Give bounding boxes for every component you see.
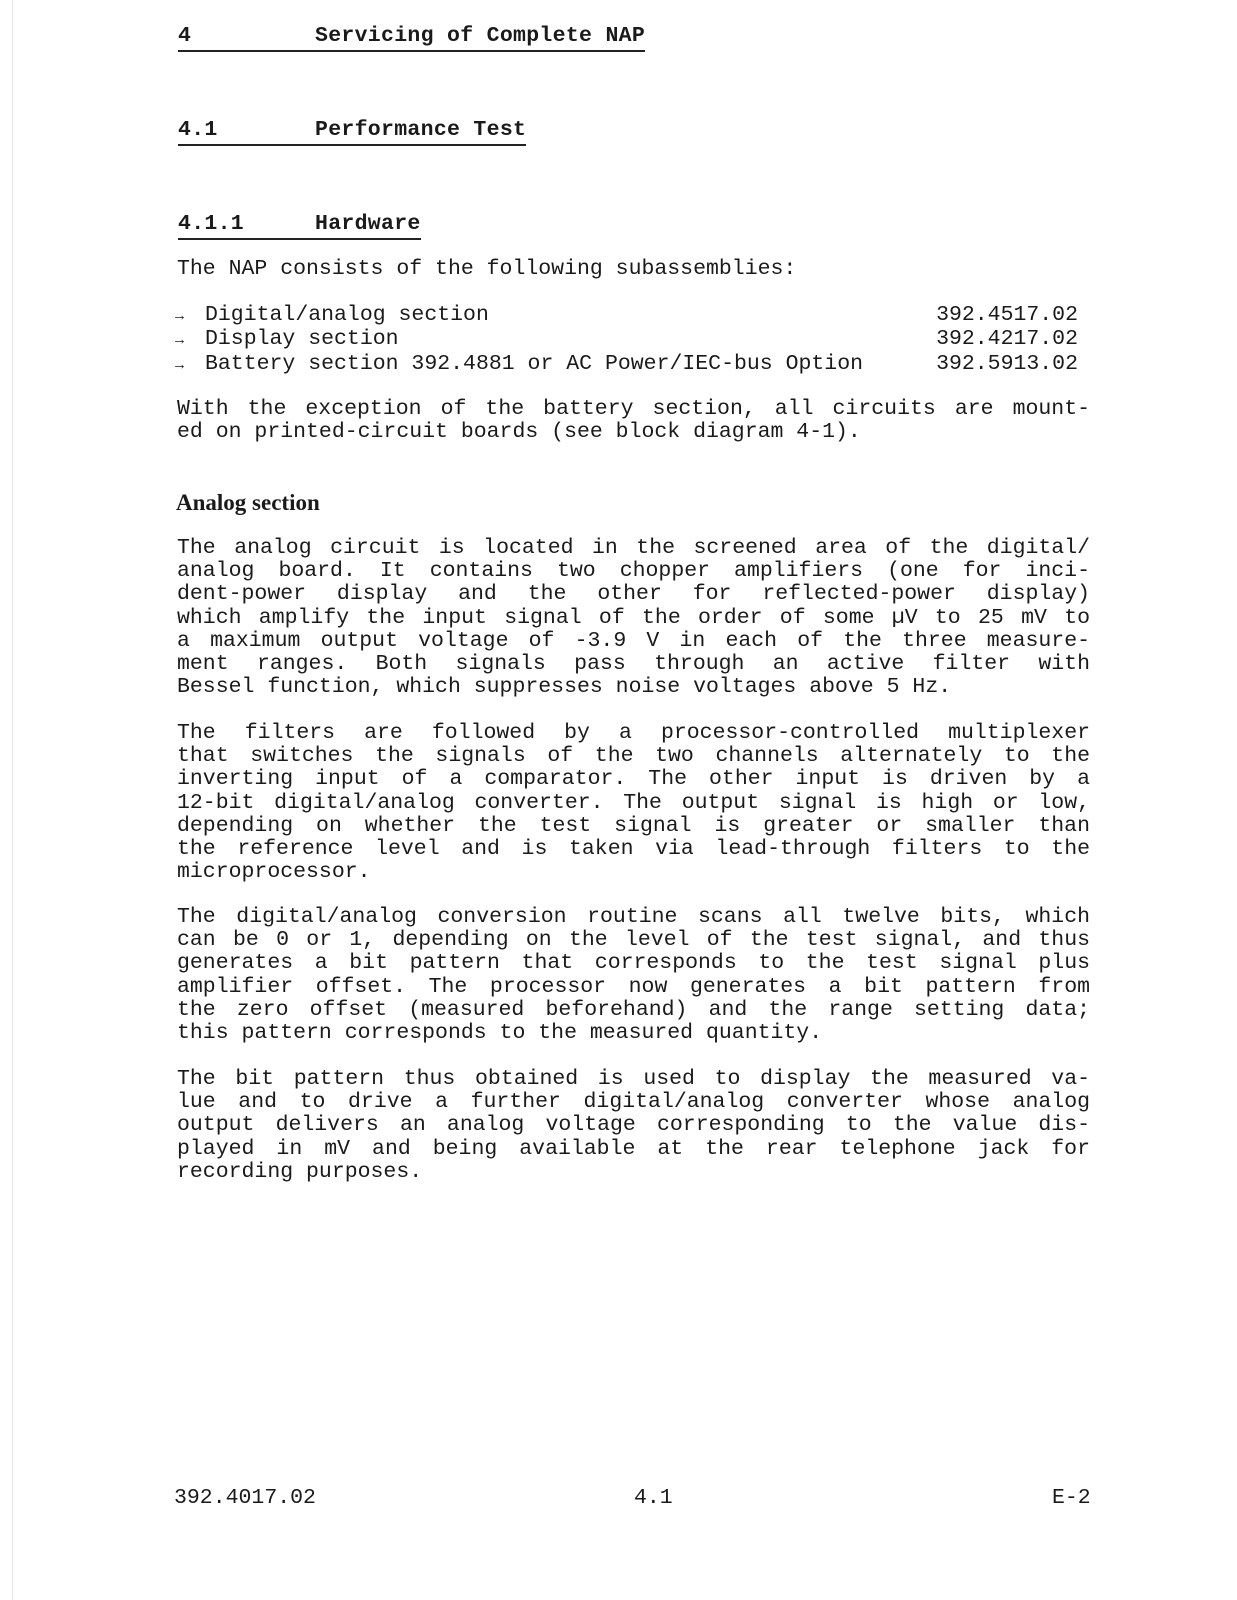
- right-arrow-icon: →: [175, 356, 185, 374]
- text-line: ment ranges. Both signals pass through an active filter with: [177, 652, 1090, 677]
- text-line: the reference level and is taken via lead-through filters to the: [177, 837, 1090, 862]
- analog-section-heading: Analog section: [176, 490, 320, 515]
- section-title: Performance Test: [315, 118, 527, 142]
- text-line: The bit pattern thus obtained is used to display the measured va-: [177, 1067, 1090, 1091]
- chapter-heading: [178, 23, 645, 52]
- text-line: microprocessor.: [177, 860, 371, 885]
- intro-paragraph: The NAP consists of the following subassemblies:: [177, 257, 797, 281]
- body-paragraph: [177, 1068, 1090, 1184]
- text-line: Bessel function, which suppresses noise voltages above 5 Hz.: [177, 675, 952, 700]
- subsection-heading: [178, 211, 421, 240]
- right-arrow-icon: →: [175, 308, 185, 325]
- text-line: the zero offset (measured beforehand) and the range setting data;: [177, 997, 1090, 1022]
- page-edge: [12, 0, 13, 1600]
- subsection-title: Hardware: [315, 212, 421, 236]
- list-item: [175, 304, 1078, 328]
- text-line: inverting input of a comparator. The other input is driven by a: [177, 767, 1090, 792]
- text-line: lue and to drive a further digital/analog converter whose analog: [177, 1090, 1090, 1115]
- exception-paragraph: [177, 398, 1090, 444]
- footer-document-number: 392.4017.02: [174, 1486, 316, 1510]
- text-line: that switches the signals of the two channels alternately to the: [177, 744, 1090, 769]
- right-arrow-icon: →: [175, 332, 185, 350]
- section-number: 4.1: [178, 118, 218, 142]
- list-item: [175, 353, 1078, 377]
- list-item: [175, 328, 1078, 352]
- footer-page-section: 4.1: [634, 1486, 673, 1510]
- text-line: amplifier offset. The processor now generates a bit pattern from: [177, 974, 1090, 999]
- text-line: output delivers an analog voltage corresponding to the value dis-: [177, 1113, 1090, 1138]
- text-line: depending on whether the test signal is greater or smaller than: [177, 813, 1090, 838]
- text-line: which amplify the input signal of the order of some µV to 25 mV to: [177, 605, 1090, 630]
- text-line: a maximum output voltage of -3.9 V in each of the three measure-: [177, 628, 1090, 653]
- subassembly-part-number: 392.4217.02: [936, 327, 1078, 352]
- text-line: this pattern corresponds to the measured quantity.: [177, 1021, 823, 1046]
- chapter-number: 4: [178, 24, 192, 48]
- subsection-number: 4.1.1: [178, 212, 245, 236]
- section-heading: [178, 117, 526, 146]
- text-line: can be 0 or 1, depending on the level of the test signal, and thus: [177, 928, 1090, 953]
- subassembly-list: [175, 304, 1078, 377]
- body-paragraph: [177, 906, 1090, 1045]
- footer-page-number: E-2: [1052, 1486, 1091, 1510]
- text-line: recording purposes.: [177, 1159, 423, 1184]
- text-line: ed on printed-circuit boards (see block diagram 4-1).: [177, 420, 861, 445]
- subassembly-part-number: 392.5913.02: [936, 351, 1078, 376]
- text-line: analog board. It contains two chopper amplifiers (one for inci-: [177, 559, 1090, 584]
- text-line: dent-power display and the other for reflected-power display): [177, 582, 1090, 607]
- subassembly-name: Battery section 392.4881 or AC Power/IEC-bus Option: [205, 351, 864, 376]
- text-line: The filters are followed by a processor-controlled multiplexer: [177, 721, 1090, 745]
- subassembly-name: Digital/analog section: [205, 303, 489, 327]
- subassembly-name: Display section: [205, 327, 399, 352]
- body-paragraph: [177, 537, 1090, 699]
- text-line: generates a bit pattern that corresponds to the test signal plus: [177, 951, 1090, 976]
- text-line: played in mV and being available at the rear telephone jack for: [177, 1136, 1090, 1161]
- text-line: The digital/analog conversion routine scans all twelve bits, which: [177, 905, 1090, 929]
- chapter-title: Servicing of Complete NAP: [315, 24, 646, 48]
- body-paragraph: [177, 722, 1090, 884]
- text-line: The analog circuit is located in the screened area of the digital/: [177, 536, 1090, 560]
- text-line: 12-bit digital/analog converter. The output signal is high or low,: [177, 790, 1090, 815]
- text-line: With the exception of the battery section, all circuits are mount-: [177, 397, 1090, 421]
- subassembly-part-number: 392.4517.02: [936, 303, 1078, 327]
